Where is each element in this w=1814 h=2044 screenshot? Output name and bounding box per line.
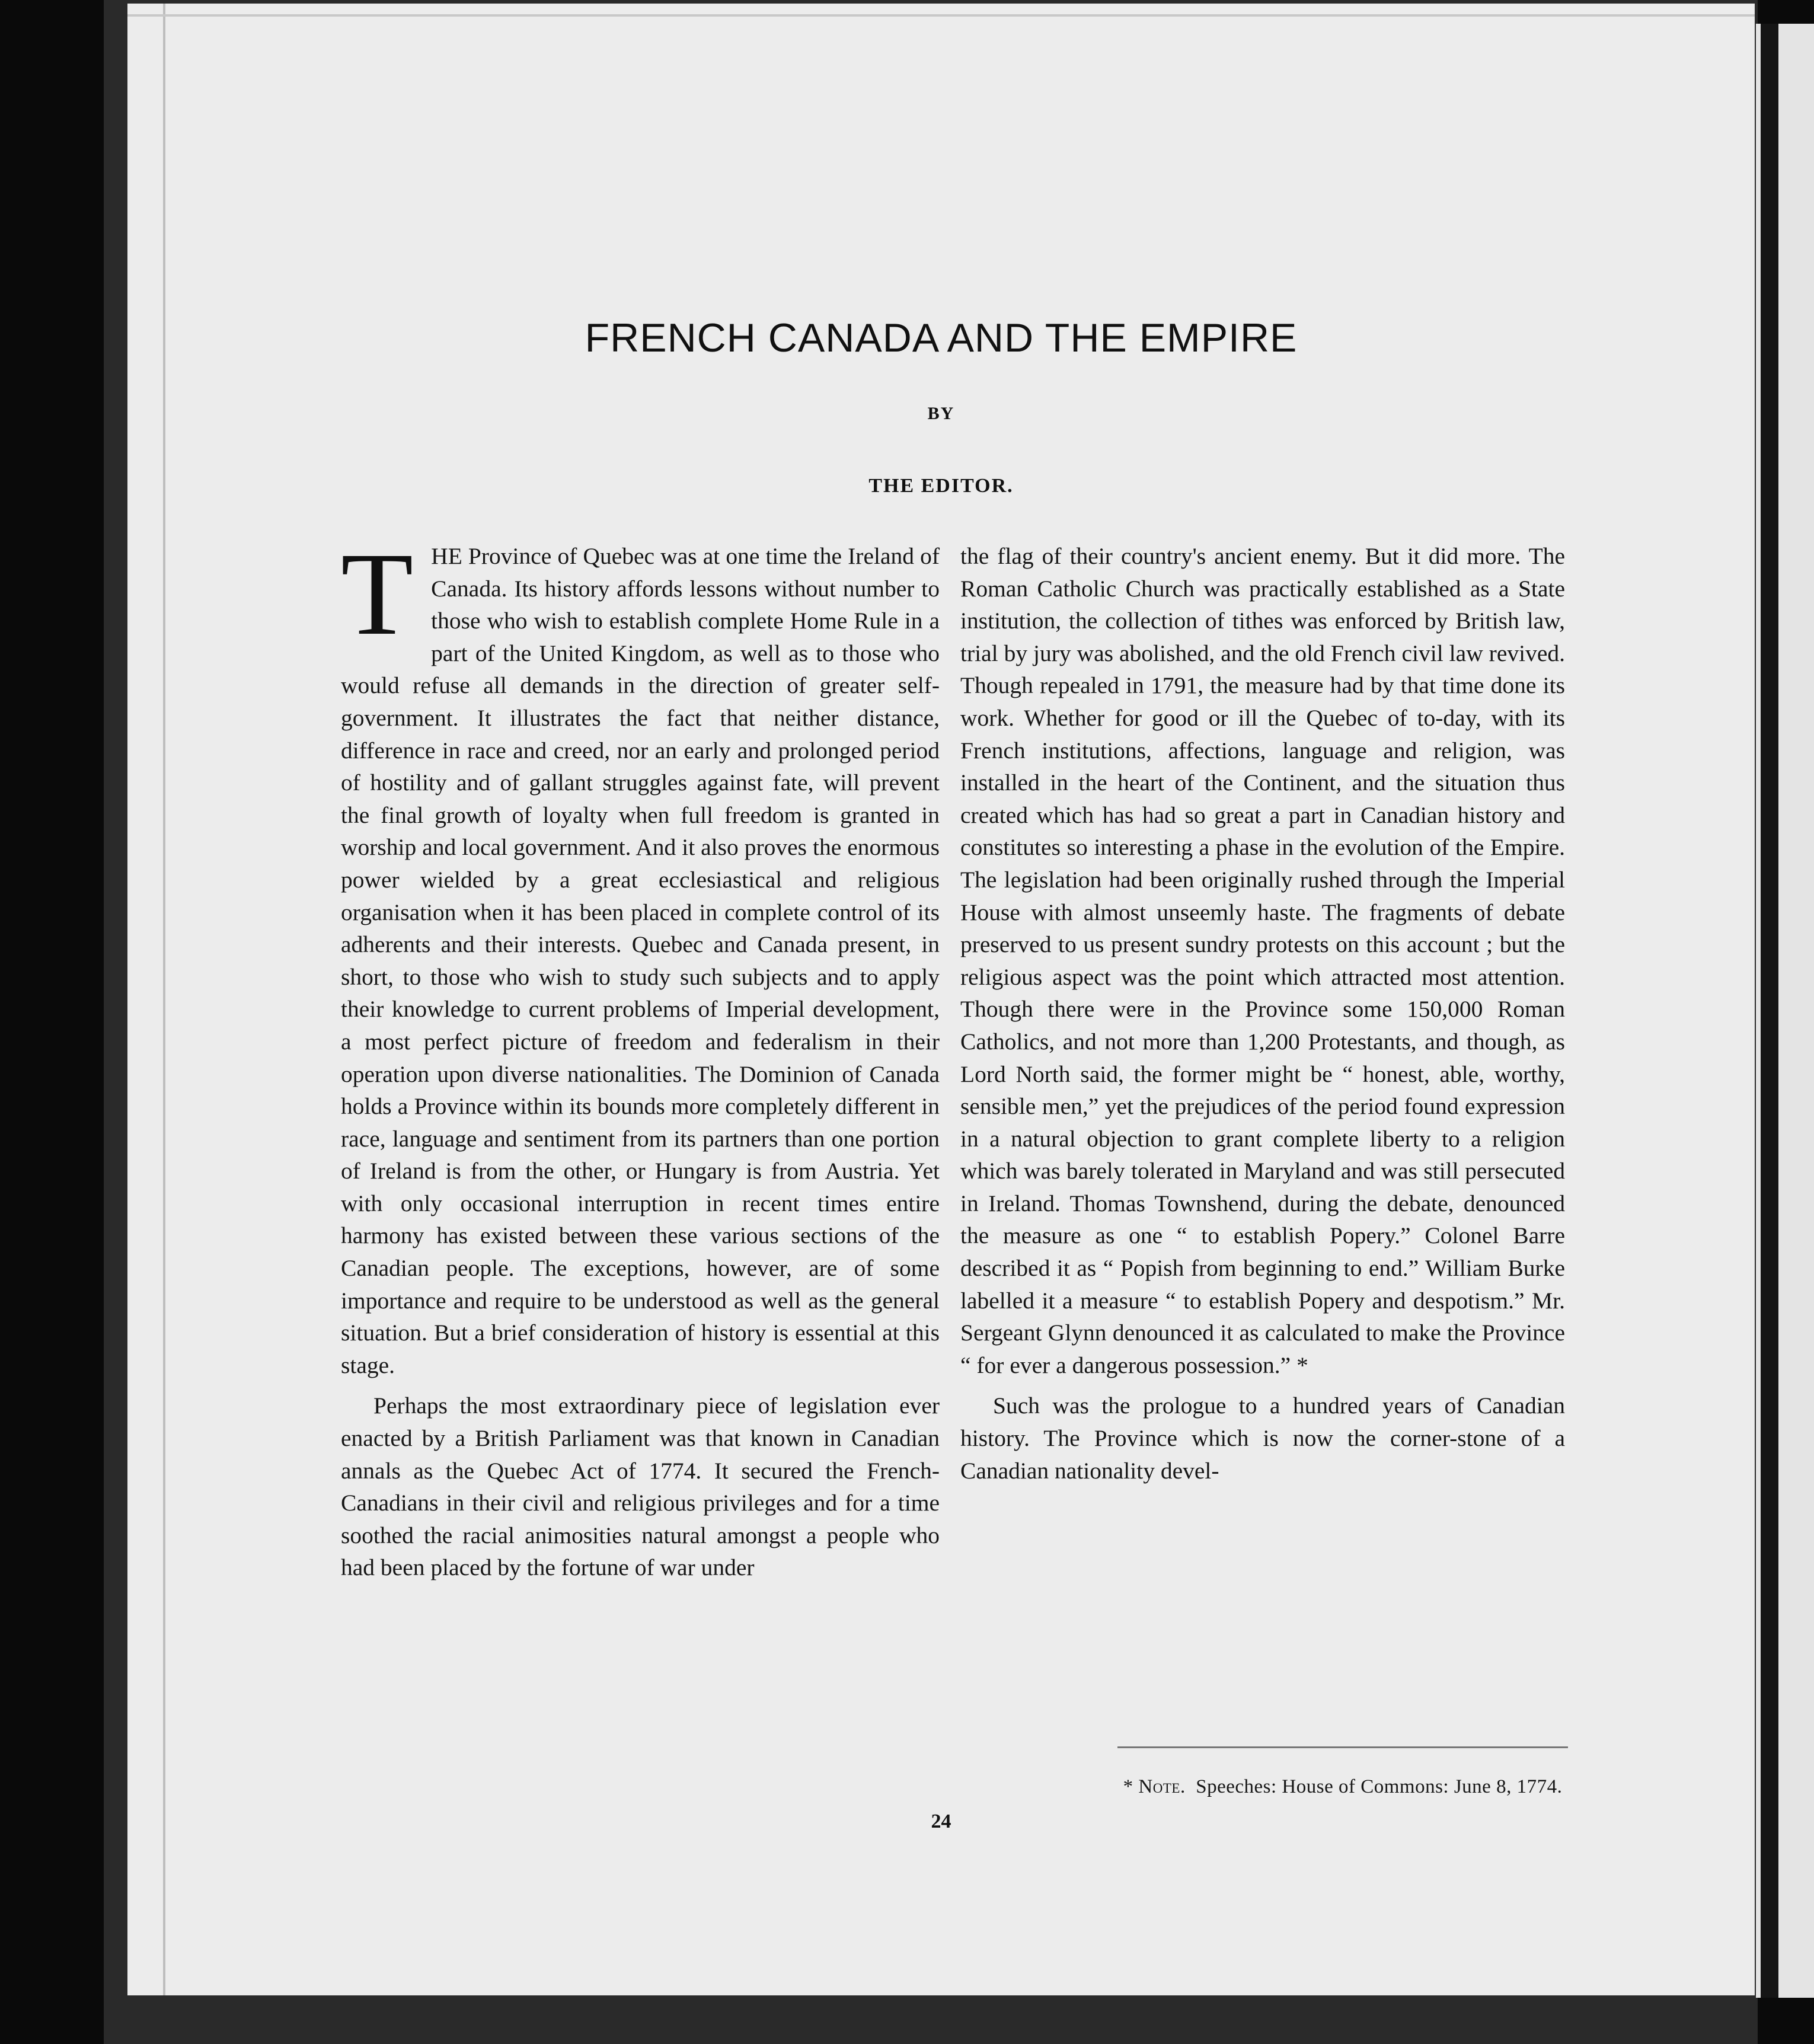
paragraph-continued: the flag of their country's ancient enemy. But it did more. The Roman Catholic Church was practically established as a State institution, the collection of tithes was enforced by British law, trial by jury was abolished, and the old French civil law revived. Though repealed in 1791, the measure had by that time done its work. Whether for good or ill the Quebec of to-day, with its French institutions, affections, language and religion, was installed in the heart of the Continent, and the situation thus created which has had so great a part in Canadian history and constitutes so interesting a phase in the evolution of the Empire. The legislation had been originally rushed through the Imperial House with almost unseemly haste. The fragments of debate preserved to us present sundry protests on this account ; but the religious aspect was the point which attracted most attention. Though there were in the Province some 150,000 Roman Catholics, and not more than 1,200 Protestants, and though, as Lord North said, the former might be “ honest, able, worthy, sensible men,” yet the prejudices of the period found expression in a natural objection to grant complete liberty to a religion which was barely tolerated in Maryland and was still persecuted in Ireland. Thomas Townshend, during the debate, denounced the measure as one “ to establish Popery.” Colonel Barre described it as “ Popish from beginning to end.” William Burke labelled it a measure “ to establish Popery and despotism.” Mr. Sergeant Glynn denounced it as calculated to make the Province “ for ever a dangerous possession.” *: [960, 543, 1565, 1378]
book-page: [127, 4, 1755, 1995]
article-title: FRENCH CANADA AND THE EMPIRE: [585, 315, 1298, 360]
right-column: [960, 540, 1565, 1487]
paragraph-prologue: Such was the prologue to a hundred years of Canadian history. The Province which is now the corner-stone of a Canadian nationality devel-: [960, 1393, 1565, 1484]
author-name: THE EDITOR.: [868, 475, 1014, 497]
paragraph-opening: [341, 529, 940, 1381]
footnote: [1117, 1776, 1568, 1798]
adjacent-page-edge: [1756, 24, 1814, 1998]
byline: BY: [927, 404, 955, 423]
page-number: 24: [931, 1810, 951, 1832]
drop-cap: T: [341, 529, 414, 660]
left-column: [341, 529, 940, 1584]
footnote-divider: [1117, 1746, 1568, 1748]
footnote-marker: * Note.: [1123, 1776, 1186, 1797]
paragraph-quebec-act: Perhaps the most extraordinary piece of legislation ever enacted by a British Parliament was that known in Canadian annals as the Quebec Act of 1774. It secured the French-Canadians in their civil and religious privileges and for a time soothed the racial animosities natural amongst a people who had been placed by the fortune of war under: [341, 1393, 940, 1581]
footnote-text: Speeches: House of Commons: June 8, 1774.: [1196, 1776, 1563, 1797]
paragraph-text: HE Province of Quebec was at one time the Ireland of Canada. Its history affords lessons without number to those who wish to establish complete Home Rule in a part of the United Kingdom, as well as to those who would refuse all demands in the direction of greater self-government. It illustrates the fact that neither distance, difference in race and creed, nor an early and prolonged period of hostility and of gallant struggles against fate, will prevent the final growth of loyalty when full freedom is granted in worship and local government. And it also proves the enormous power wielded by a great ecclesiastical and religious organisation when it has been placed in complete control of its adherents and their interests. Quebec and Canada present, in short, to those who wish to study such subjects and to apply their knowledge to current problems of Imperial development, a most perfect picture of freedom and federalism in their operation upon diverse nationalities. The Dominion of Canada holds a Province within its bounds more completely different in race, language and sentiment from its partners than one portion of Ireland is from the other, or Hungary is from Austria. Yet with only occasional interruption in recent times entire harmony has existed between these various sections of the Canadian people. The exceptions, however, are of some importance and require to be understood as well as the general situation. But a brief consideration of history is essential at this stage.: [341, 543, 940, 1378]
